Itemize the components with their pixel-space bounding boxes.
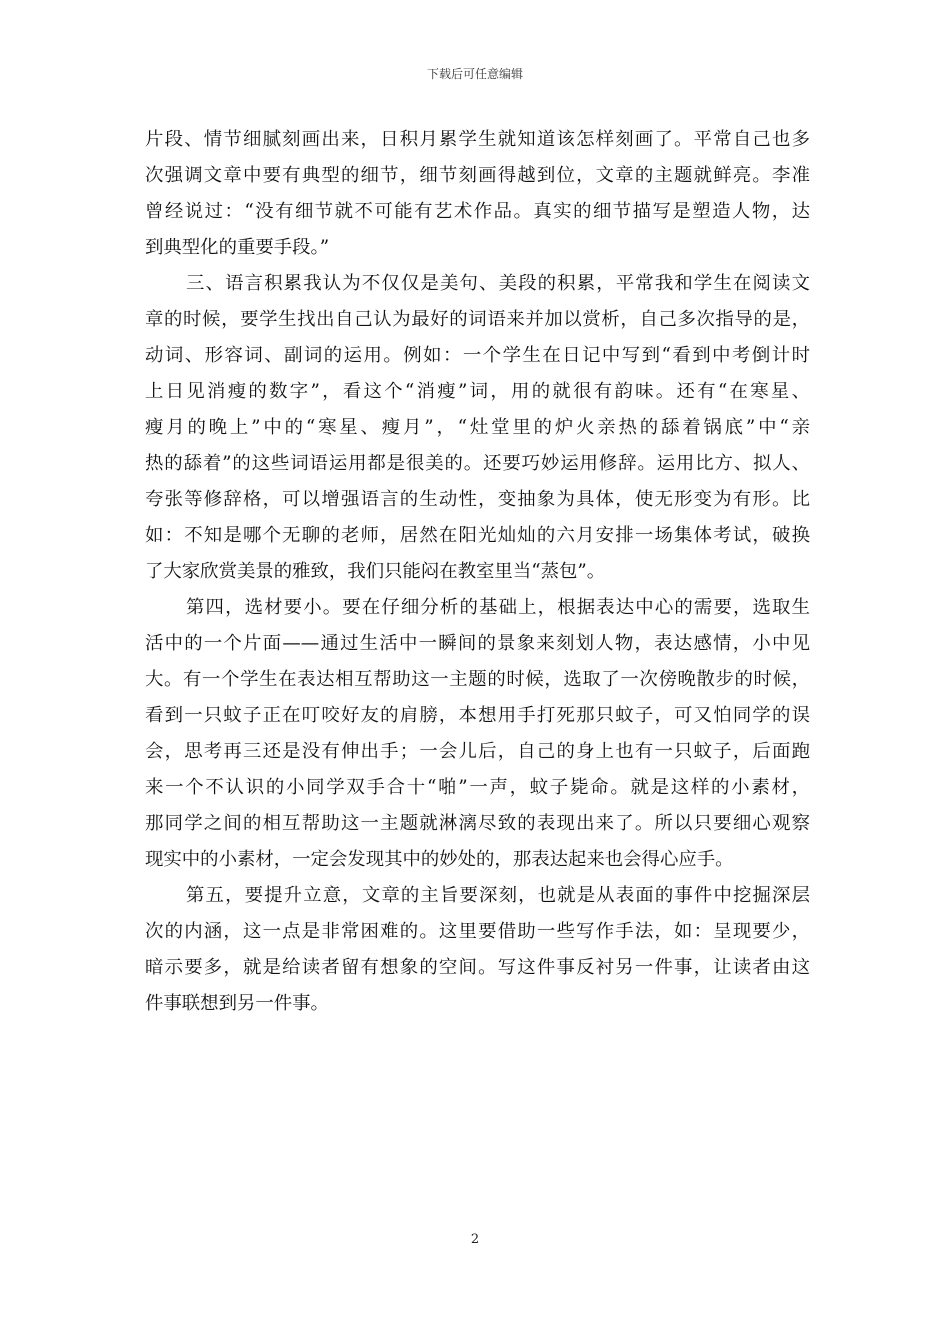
text-line: 次的内涵，这一点是非常困难的。这里要借助一些写作手法，如：呈现要少，	[145, 921, 810, 942]
page-header: 下载后可任意编辑	[426, 67, 523, 81]
text-line: 看到一只蚊子正在叮咬好友的肩膀，本想用手打死那只蚊子，可又怕同学的误	[145, 705, 810, 726]
text-line: 活中的一个片面——通过生活中一瞬间的景象来刻划人物，表达感情，小中见	[145, 633, 810, 654]
text-line: 了大家欣赏美景的雅致，我们只能闷在教室里当“蒸包”。	[145, 561, 606, 582]
paragraph-4	[145, 878, 810, 1022]
text-line: 暗示要多，就是给读者留有想象的空间。写这件事反衬另一件事，让读者由这	[145, 957, 810, 978]
text-line: 现实中的小素材，一定会发现其中的妙处的，那表达起来也会得心应手。	[145, 849, 734, 870]
text-line: 三、语言积累我认为不仅仅是美句、美段的积累，平常我和学生在阅读文	[186, 273, 810, 294]
text-line: 件事联想到另一件事。	[145, 993, 329, 1014]
text-line: 夸张等修辞格，可以增强语言的生动性，变抽象为具体，使无形变为有形。比	[145, 489, 810, 510]
text-line: 第五，要提升立意，文章的主旨要深刻，也就是从表面的事件中挖掘深层	[186, 885, 810, 906]
paragraph-2	[145, 266, 810, 590]
body-text	[145, 122, 810, 1022]
text-line: 动词、形容词、副词的运用。例如：一个学生在日记中写到“看到中考倒计时	[145, 345, 810, 366]
text-line: 热的舔着”的这些词语运用都是很美的。还要巧妙运用修辞。运用比方、拟人、	[145, 453, 810, 474]
text-line: 大。有一个学生在表达相互帮助这一主题的时候，选取了一次傍晚散步的时候，	[145, 669, 810, 690]
text-line: 到典型化的重要手段。”	[145, 237, 330, 258]
text-line: 曾经说过：“没有细节就不可能有艺术作品。真实的细节描写是塑造人物，达	[145, 201, 810, 222]
text-line: 上日见消瘦的数字”，看这个“消瘦”词，用的就很有韵味。还有“在寒星、	[145, 381, 810, 402]
page-number: 2	[470, 1232, 480, 1247]
text-line: 章的时候，要学生找出自己认为最好的词语来并加以赏析，自己多次指导的是，	[145, 309, 810, 330]
paragraph-3	[145, 590, 810, 878]
text-line: 第四，选材要小。要在仔细分析的基础上，根据表达中心的需要，选取生	[186, 597, 810, 618]
text-line: 如：不知是哪个无聊的老师，居然在阳光灿灿的六月安排一场集体考试，破换	[145, 525, 810, 546]
paragraph-1	[145, 122, 810, 266]
text-line: 片段、情节细腻刻画出来，日积月累学生就知道该怎样刻画了。平常自己也多	[145, 129, 810, 150]
text-line: 瘦月的晚上”中的“寒星、瘦月”，“灶堂里的炉火亲热的舔着锅底”中“亲	[145, 417, 810, 438]
text-line: 那同学之间的相互帮助这一主题就淋漓尽致的表现出来了。所以只要细心观察	[145, 813, 810, 834]
text-line: 次强调文章中要有典型的细节，细节刻画得越到位，文章的主题就鲜亮。李准	[145, 165, 810, 186]
text-line: 来一个不认识的小同学双手合十“啪”一声，蚊子毙命。就是这样的小素材，	[145, 777, 810, 798]
text-line: 会，思考再三还是没有伸出手；一会儿后，自己的身上也有一只蚊子，后面跑	[145, 741, 810, 762]
